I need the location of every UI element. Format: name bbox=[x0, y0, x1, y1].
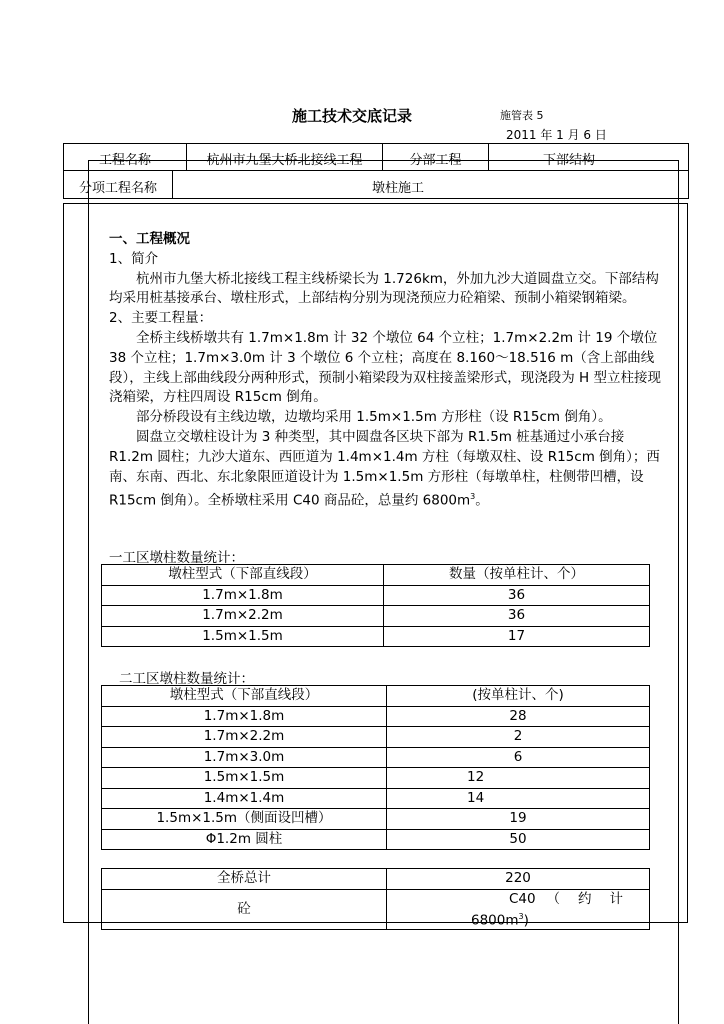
table-cell: 17 bbox=[384, 626, 650, 647]
table-cell: 2 bbox=[387, 727, 650, 748]
page-title: 施工技术交底记录 bbox=[292, 107, 413, 125]
table-row bbox=[102, 889, 650, 930]
table-cell: 19 bbox=[387, 809, 650, 830]
table-row bbox=[102, 727, 650, 748]
table-header-row bbox=[102, 565, 650, 586]
concrete-grade: C40 bbox=[509, 890, 536, 907]
table-header-row bbox=[102, 686, 650, 707]
work-area1-table bbox=[101, 564, 650, 647]
table-row bbox=[102, 768, 650, 789]
table-cell: 1.4m×1.4m bbox=[102, 788, 387, 809]
record-date: 2011 年 1 月 6 日 bbox=[506, 128, 607, 142]
table-cell: 12 bbox=[387, 768, 650, 789]
table-row bbox=[102, 706, 650, 727]
table-row bbox=[102, 869, 650, 890]
form-number: 施管表 5 bbox=[500, 109, 544, 122]
total-label: 全桥总计 bbox=[102, 869, 387, 890]
concrete-value bbox=[387, 889, 650, 930]
document-body bbox=[109, 230, 661, 512]
subheading-quantities: 2、主要工程量： bbox=[109, 310, 213, 327]
division-value: 下部结构 bbox=[542, 153, 595, 168]
table-header: 墩柱型式（下部直线段） bbox=[102, 686, 387, 707]
paragraph-intro: 杭州市九堡大桥北接线工程主线桥梁长为 1.726km，外加九沙大道圆盘立交。下部结构均采用桩基接承台、墩柱形式，上部结构分别为现浇预应力砼箱梁、预制小箱梁钢箱梁。 bbox=[109, 270, 659, 307]
table-row bbox=[102, 626, 650, 647]
table-cell: Φ1.2m 圆柱 bbox=[102, 829, 387, 850]
project-name-value: 杭州市九堡大桥北接线工程 bbox=[206, 153, 363, 168]
paragraph-interchange: 圆盘立交墩柱设计为 3 种类型，其中圆盘各区块下部为 R1.5m 桩基通过小承台接 R1.2m 圆柱；九沙大道东、西匝道为 1.4m×1.4m 方柱（每墩双柱、设 R15cm 倒角）；西南、东南、西北、东北象限匝道设计为 1.5m×1.5m 方形柱（每墩单柱，柱侧带凹槽，设 R15cm 倒角）。全桥墩柱采用 C40 商品砼，总量约 $6800m^3$。 bbox=[109, 428, 660, 509]
table-row bbox=[102, 747, 650, 768]
division-label: 分部工程 bbox=[409, 153, 462, 168]
paragraph-main-piers: 全桥主线桥墩共有 1.7m×1.8m 计 32 个墩位 64 个立柱；1.7m×2.2m 计 19 个墩位 38 个立柱；1.7m×3.0m 计 3 个墩位 6 个立柱；高度在 8.160～18.516 m（含上部曲线段），主线上部曲线段分两种形式，预制小箱梁段为双柱接盖梁形式，现浇段为 H 型立柱接现浇箱梁，方柱四周设 R15cm 倒角。 bbox=[109, 329, 661, 406]
table1-caption: 一工区墩柱数量统计： bbox=[109, 550, 244, 566]
subproject-label: 分项工程名称 bbox=[78, 181, 157, 196]
paragraph-side-piers: 部分桥段设有主线边墩，边墩均采用 1.5m×1.5m 方形柱（设 R15cm 倒角）。 bbox=[136, 409, 612, 426]
table-cell: 6 bbox=[387, 747, 650, 768]
table-row bbox=[102, 829, 650, 850]
project-name-label: 工程名称 bbox=[98, 153, 151, 168]
table-cell: 50 bbox=[387, 829, 650, 850]
concrete-sup: 3 bbox=[518, 911, 524, 921]
table-row bbox=[102, 606, 650, 627]
table-cell: 36 bbox=[384, 606, 650, 627]
table-cell: 1.7m×1.8m bbox=[102, 706, 387, 727]
table-cell: 1.5m×1.5m bbox=[102, 626, 384, 647]
summary-table bbox=[101, 868, 650, 930]
table-row bbox=[102, 585, 650, 606]
table-header: 数量（按单柱计、个） bbox=[384, 565, 650, 586]
concrete-amount: 6800m bbox=[471, 912, 519, 928]
section-heading: 一、工程概况 bbox=[109, 231, 190, 247]
subproject-value: 墩柱施工 bbox=[371, 181, 424, 196]
table-cell: 1.7m×3.0m bbox=[102, 747, 387, 768]
table2-caption: 二工区墩柱数量统计： bbox=[119, 671, 254, 687]
concrete-close: ) bbox=[523, 912, 529, 928]
table-cell: 1.7m×2.2m bbox=[102, 606, 384, 627]
concrete-label: 砼 bbox=[102, 889, 387, 930]
table-header: 墩柱型式（下部直线段） bbox=[102, 565, 384, 586]
subheading-intro: 1、简介 bbox=[109, 250, 159, 267]
table-cell: 1.5m×1.5m bbox=[102, 768, 387, 789]
work-area2-table bbox=[101, 685, 650, 850]
table-cell: 14 bbox=[387, 788, 650, 809]
info-table bbox=[63, 143, 689, 199]
total-value: 220 bbox=[387, 869, 650, 890]
table-cell: 1.5m×1.5m（侧面设凹槽） bbox=[102, 809, 387, 830]
concrete-note: （约计 bbox=[546, 890, 641, 907]
table-cell: 28 bbox=[387, 706, 650, 727]
table-cell: 36 bbox=[384, 585, 650, 606]
table-header: (按单柱计、个) bbox=[387, 686, 650, 707]
table-row bbox=[102, 788, 650, 809]
table-cell: 1.7m×2.2m bbox=[102, 727, 387, 748]
table-row bbox=[102, 809, 650, 830]
table-cell: 1.7m×1.8m bbox=[102, 585, 384, 606]
